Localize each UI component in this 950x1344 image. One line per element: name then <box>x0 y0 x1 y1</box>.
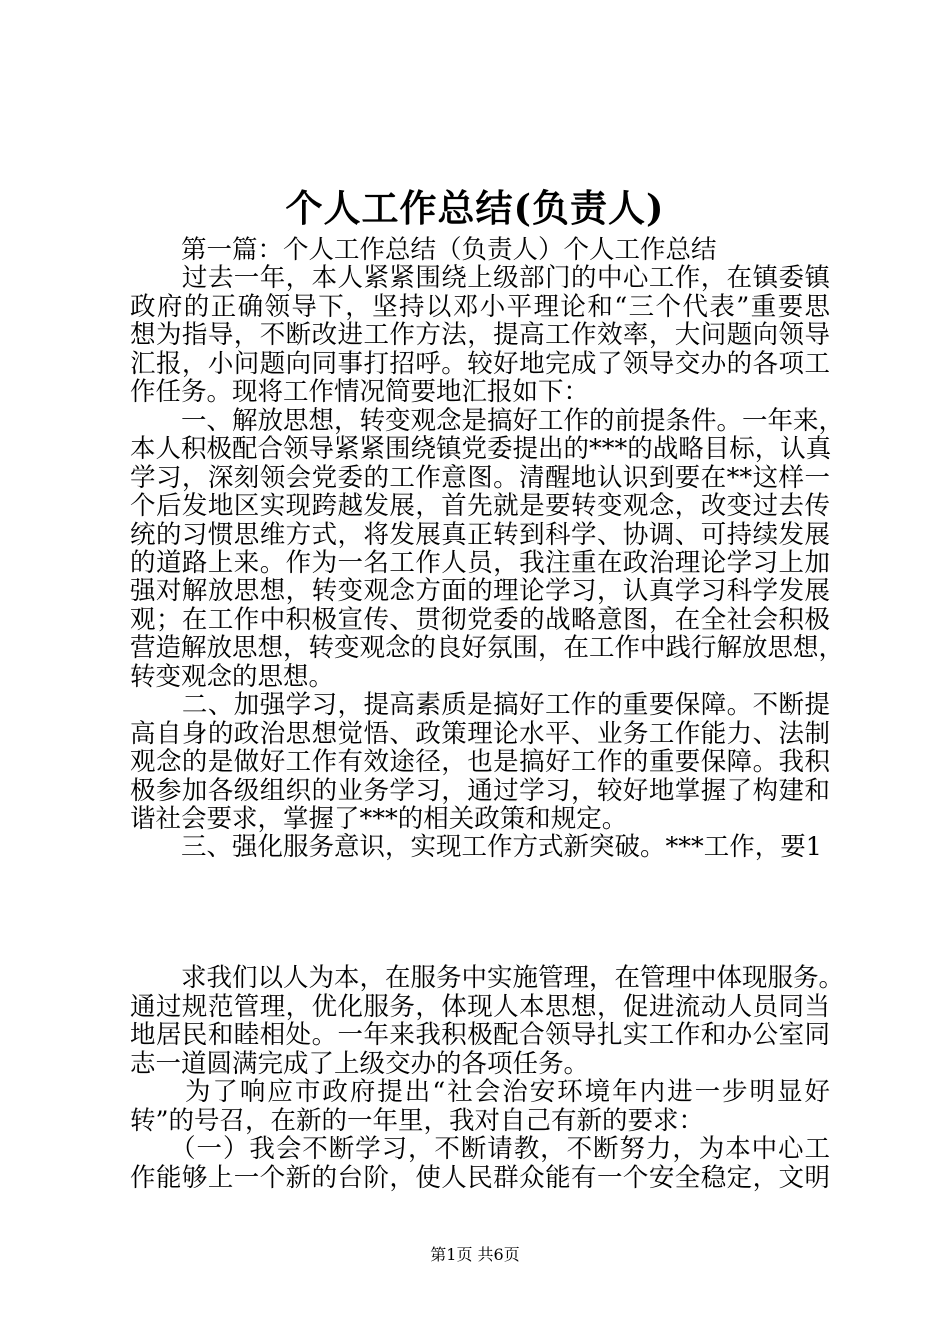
body-line: 谐社会要求，掌握了***的相关政策和规定。 <box>130 804 628 834</box>
body-line: 第一篇：个人工作总结（负责人）个人工作总结 <box>130 235 717 265</box>
body-line: 作能够上一个新的台阶，使人民群众能有一个安全稳定，文明 <box>130 1162 830 1193</box>
body-line: （一）我会不断学习，不断请教，不断努力，为本中心工 <box>130 1134 830 1165</box>
body-line: 营造解放思想，转变观念的良好氛围，在工作中践行解放思想， <box>130 633 845 664</box>
body-line: 的道路上来。作为一名工作人员，我注重在政治理论学习上加 <box>130 547 830 578</box>
body-line: 想为指导，不断改进工作方法，提高工作效率，大问题向领导 <box>130 320 830 351</box>
body-line: 学习，深刻领会党委的工作意图。清醒地认识到要在**这样一 <box>130 462 830 493</box>
body-line: 转”的号召，在新的一年里，我对自己有新的要求： <box>130 1105 705 1136</box>
body-line: 统的习惯思维方式，将发展真正转到科学、协调、可持续发展 <box>130 519 830 550</box>
body-line: 本人积极配合领导紧紧围绕镇党委提出的***的战略目标，认真 <box>130 434 832 465</box>
document-title: 个人工作总结(负责人) <box>285 186 665 230</box>
body-line: 极参加各级组织的业务学习，通过学习，较好地掌握了构建和 <box>130 775 830 806</box>
body-line: 地居民和睦相处。一年来我积极配合领导扎实工作和办公室同 <box>130 1020 830 1051</box>
body-line: 求我们以人为本，在服务中实施管理，在管理中体现服务。 <box>130 963 845 994</box>
body-line: 志一道圆满完成了上级交办的各项任务。 <box>130 1048 590 1079</box>
body-line: 汇报，小问题向同事打招呼。较好地完成了领导交办的各项工 <box>130 348 830 379</box>
body-line: 为了响应市政府提出“社会治安环境年内进一步明显好 <box>130 1077 830 1108</box>
body-line: 二、加强学习，提高素质是搞好工作的重要保障。不断提 <box>130 690 830 721</box>
body-line: 观；在工作中积极宣传、贯彻党委的战略意图，在全社会积极 <box>130 604 830 635</box>
body-line: 转变观念的思想。 <box>130 661 335 692</box>
body-line: 政府的正确领导下，坚持以邓小平理论和“三个代表”重要思 <box>130 291 830 322</box>
body-line: 观念的是做好工作有效途径，也是搞好工作的重要保障。我积 <box>130 747 830 778</box>
body-line: 个后发地区实现跨越发展，首先就是要转变观念，改变过去传 <box>130 491 830 522</box>
body-line: 高自身的政治思想觉悟、政策理论水平、业务工作能力、法制 <box>130 718 830 749</box>
body-line: 强对解放思想，转变观念方面的理论学习，认真学习科学发展 <box>130 576 830 607</box>
body-line: 三、强化服务意识，实现工作方式新突破。***工作，要1 <box>130 832 822 863</box>
body-line: 通过规范管理，优化服务，体现人本思想，促进流动人员同当 <box>130 991 830 1022</box>
body-line: 过去一年，本人紧紧围绕上级部门的中心工作，在镇委镇 <box>130 263 830 294</box>
body-line: 作任务。现将工作情况简要地汇报如下： <box>130 377 590 408</box>
page-footer: 第1页 共6页 <box>430 1245 520 1264</box>
body-line: 一、解放思想，转变观念是搞好工作的前提条件。一年来， <box>130 405 845 436</box>
